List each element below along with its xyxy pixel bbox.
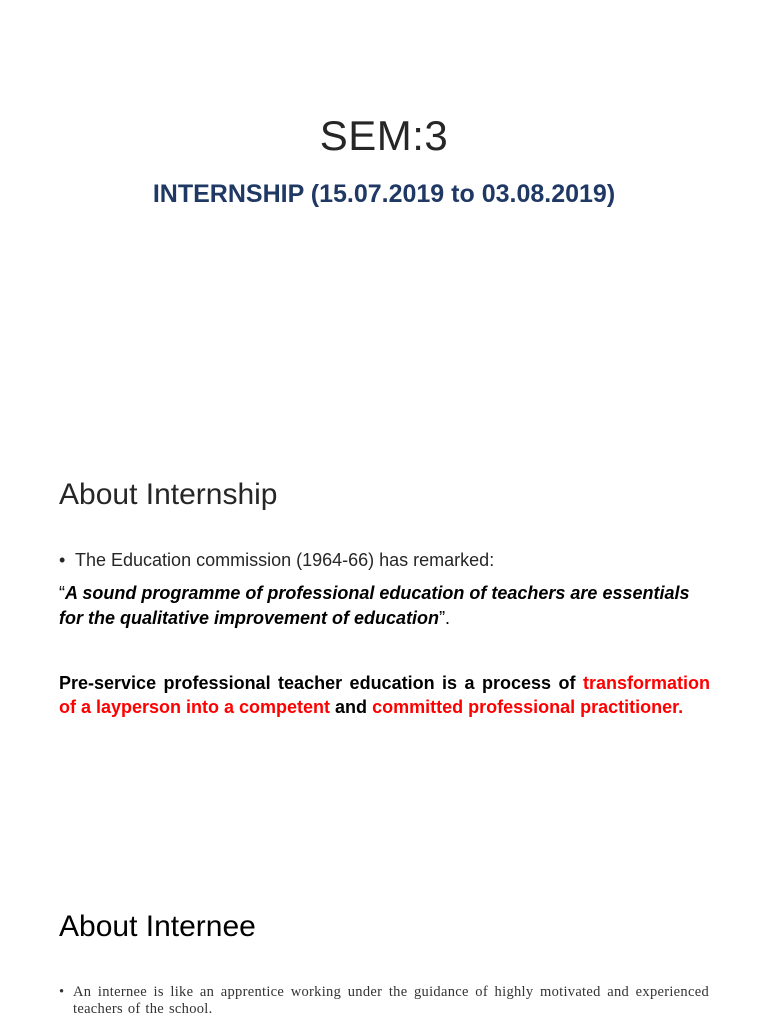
internee-bullet [59, 984, 709, 1018]
paragraph-text-2: and [330, 697, 373, 717]
teacher-education-paragraph [59, 671, 710, 719]
slide-title: SEM:3 [319, 112, 449, 159]
internee-bullet-text: An internee is like an apprentice working under the guidance of highly motivated and experienced teachers of the school. [73, 984, 709, 1017]
quote-text: A sound programme of professional education of teachers are essentials for the qualitative improvement of education [59, 583, 690, 628]
about-internship-heading: About Internship [59, 478, 278, 511]
commission-bullet-text: The Education commission (1964-66) has remarked: [75, 550, 495, 570]
paragraph-highlight-2: committed professional practitioner. [372, 697, 684, 717]
bullet-dot-icon: • [59, 550, 66, 570]
about-internee-heading: About Internee [59, 910, 256, 943]
quote-open-mark: “ [59, 583, 65, 603]
bullet-dot-icon: • [59, 984, 65, 1000]
commission-quote [59, 581, 709, 631]
commission-bullet [59, 550, 719, 571]
paragraph-highlight-1: transformation of a layperson into a competent [59, 673, 710, 717]
quote-close-mark: ”. [439, 608, 451, 628]
paragraph-text-1: Pre-service professional teacher education is a process of [59, 673, 583, 693]
slide-subtitle: INTERNSHIP (15.07.2019 to 03.08.2019) [152, 180, 616, 208]
